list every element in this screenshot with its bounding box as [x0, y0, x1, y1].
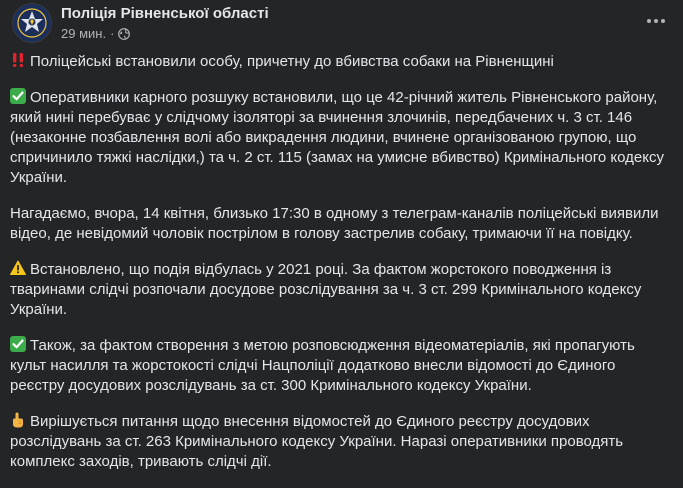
post-paragraph [10, 260, 673, 320]
paragraph-text: Нагадаємо, вчора, 14 квітня, близько 17:30 в одному з телеграм-каналів поліцейські виявили відео, де невідомий чоловік пострілом в голову застрелив собаку, тримаючи її на повідку. [10, 205, 659, 242]
post-paragraph-headline [10, 52, 673, 72]
paragraph-text: Вирішується питання щодо внесення відомостей до Єдиного реєстру досудових розслідувань за ст. 263 Кримінального кодексу України. Наразі оперативники проводять комплекс заходів, тривають слідчі дії. [10, 413, 624, 470]
post-paragraph [10, 204, 673, 244]
check-mark-icon [10, 88, 26, 104]
pointing-up-icon [10, 412, 26, 428]
post-paragraph [10, 336, 673, 396]
globe-icon[interactable] [118, 28, 130, 40]
warning-icon [10, 260, 26, 276]
police-star-icon [13, 4, 51, 42]
paragraph-text: Поліцейські встановили особу, причетну до вбивства собаки на Рівненщині [30, 53, 554, 70]
more-options-icon[interactable] [641, 8, 671, 34]
page-name-link[interactable]: Поліція Рівненської області [61, 5, 269, 22]
paragraph-text: Оперативники карного розшуку встановили, що це 42-річний житель Рівненського району, який нині перебуває у слідчому ізоляторі за вчинення злочинів, передбачених ч. 3 ст. 146 (незаконне позбавлення волі або викрадення людини, вчинене організованою групою, що спричинило тяжкі наслідки,) та ч. 2 ст. 115 (замах на умисне вбивство) Кримінального кодексу України. [10, 89, 664, 186]
paragraph-text: Також, за фактом створення з метою розповсюдження відеоматеріалів, які пропагують культ насилля та жорстокості слідчі Нацполіції додатково внесли відомості до Єдиного реєстру досудових розслідувань за ст. 300 Кримінального кодексу України. [10, 337, 635, 394]
post-body [10, 52, 673, 488]
post-header [12, 0, 671, 52]
check-mark-icon [10, 336, 26, 352]
meta-separator: · [110, 26, 115, 41]
double-exclamation-icon [10, 52, 26, 68]
post-meta [61, 26, 130, 41]
page-avatar[interactable] [12, 3, 52, 43]
post-timestamp[interactable]: 29 мин. [61, 26, 107, 41]
post-paragraph [10, 88, 673, 188]
paragraph-text: Встановлено, що подія відбулась у 2021 році. За фактом жорстокого поводження із тваринами слідчі розпочали досудове розслідування за ч. 3 ст. 299 Кримінального кодексу України. [10, 261, 642, 318]
post-paragraph [10, 412, 673, 472]
